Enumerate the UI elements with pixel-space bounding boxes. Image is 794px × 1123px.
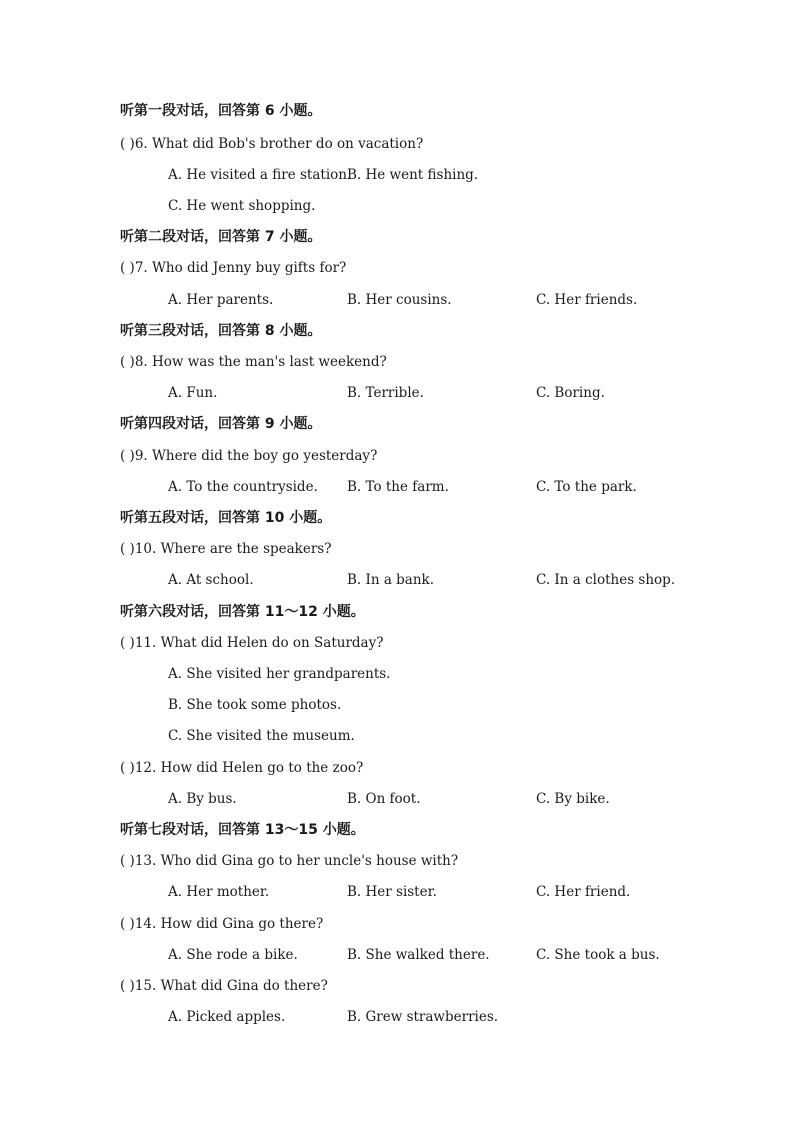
option-a: A. Fun. xyxy=(168,385,218,401)
section-heading-7: 听第七段对话，回答第 13～15 小题。 xyxy=(120,822,365,838)
option-b: B. On foot. xyxy=(347,791,421,807)
option-a: A. She visited her grandparents. xyxy=(168,666,391,682)
question-13 xyxy=(120,852,458,870)
section-heading-3: 听第三段对话，回答第 8 小题。 xyxy=(120,323,322,339)
option-b: B. She walked there. xyxy=(347,947,490,963)
option-c: C. He went shopping. xyxy=(168,198,316,214)
option-a: A. By bus. xyxy=(168,791,237,807)
option-b: B. Her sister. xyxy=(347,884,437,900)
option-a: A. At school. xyxy=(168,572,254,588)
option-c: C. To the park. xyxy=(536,479,637,495)
answer-blank[interactable]: ( ) xyxy=(120,760,135,776)
question-9 xyxy=(120,447,377,465)
question-text: 8. How was the man's last weekend? xyxy=(134,354,387,370)
option-c: C. In a clothes shop. xyxy=(536,572,676,588)
option-a: A. Picked apples. xyxy=(168,1009,286,1025)
question-11 xyxy=(120,634,383,652)
section-heading-1: 听第一段对话，回答第 6 小题。 xyxy=(120,103,322,119)
question-14 xyxy=(120,915,323,933)
option-a: A. Her mother. xyxy=(168,884,270,900)
option-c: C. By bike. xyxy=(536,791,610,807)
option-b: B. She took some photos. xyxy=(168,697,342,713)
option-c: C. She took a bus. xyxy=(536,947,660,963)
option-c: C. Her friend. xyxy=(536,884,631,900)
question-text: 7. Who did Jenny buy gifts for? xyxy=(134,260,347,276)
option-a: A. To the countryside. xyxy=(168,479,318,495)
question-text: 6. What did Bob's brother do on vacation? xyxy=(134,136,424,152)
answer-blank[interactable]: ( ) xyxy=(120,635,135,651)
option-b: B. He went fishing. xyxy=(347,167,479,183)
question-10 xyxy=(120,540,331,558)
option-b: B. To the farm. xyxy=(347,479,449,495)
answer-blank[interactable]: ( ) xyxy=(120,541,135,557)
question-text: 13. Who did Gina go to her uncle's house with? xyxy=(134,853,459,869)
option-b: B. In a bank. xyxy=(347,572,435,588)
question-text: 11. What did Helen do on Saturday? xyxy=(134,635,384,651)
question-15 xyxy=(120,977,328,995)
question-text: 14. How did Gina go there? xyxy=(134,916,324,932)
option-c: C. Boring. xyxy=(536,385,605,401)
section-heading-6: 听第六段对话，回答第 11～12 小题。 xyxy=(120,604,365,620)
option-a: A. He visited a fire station. xyxy=(168,167,352,183)
question-6 xyxy=(120,135,423,153)
option-b: B. Her cousins. xyxy=(347,292,452,308)
option-c: C. Her friends. xyxy=(536,292,638,308)
answer-blank[interactable]: ( ) xyxy=(120,978,135,994)
option-b: B. Grew strawberries. xyxy=(347,1009,499,1025)
question-7 xyxy=(120,259,346,277)
answer-blank[interactable]: ( ) xyxy=(120,354,135,370)
answer-blank[interactable]: ( ) xyxy=(120,260,135,276)
option-b: B. Terrible. xyxy=(347,385,424,401)
option-a: A. She rode a bike. xyxy=(168,947,298,963)
answer-blank[interactable]: ( ) xyxy=(120,448,135,464)
question-text: 9. Where did the boy go yesterday? xyxy=(134,448,378,464)
question-12 xyxy=(120,759,363,777)
option-a: A. Her parents. xyxy=(168,292,274,308)
answer-blank[interactable]: ( ) xyxy=(120,916,135,932)
section-heading-4: 听第四段对话，回答第 9 小题。 xyxy=(120,416,322,432)
question-text: 12. How did Helen go to the zoo? xyxy=(134,760,364,776)
answer-blank[interactable]: ( ) xyxy=(120,136,135,152)
question-text: 15. What did Gina do there? xyxy=(134,978,328,994)
section-heading-5: 听第五段对话，回答第 10 小题。 xyxy=(120,510,332,526)
question-text: 10. Where are the speakers? xyxy=(134,541,332,557)
section-heading-2: 听第二段对话，回答第 7 小题。 xyxy=(120,229,322,245)
answer-blank[interactable]: ( ) xyxy=(120,853,135,869)
question-8 xyxy=(120,353,387,371)
option-c: C. She visited the museum. xyxy=(168,728,355,744)
